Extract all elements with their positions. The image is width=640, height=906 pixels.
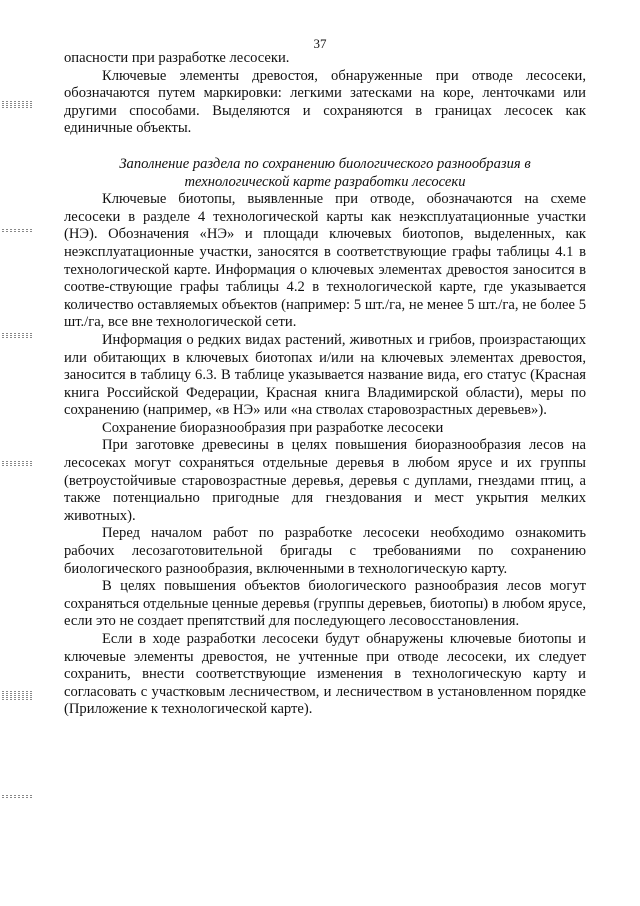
section-heading: Заполнение раздела по сохранению биологического разнообразия в технологической карте разработки лесосеки <box>119 155 531 190</box>
paragraph: опасности при разработке лесосеки. <box>64 50 290 66</box>
paragraph: В целях повышения объектов биологического разнообразия лесов могут сохраняться отдельные ценные деревья (группы деревьев, биотопы) в любом ярусе, если это не создает препятствий для последующего лесовосстановления. <box>64 578 586 630</box>
page-number: 37 <box>313 36 327 51</box>
margin-scan-mark <box>2 100 32 109</box>
paragraph: Перед началом работ по разработке лесосеки необходимо ознакомить рабочих лесозаготовительной бригады с требованиями по сохранению биологического разнообразия, включенными в технологическую карту. <box>64 525 586 577</box>
paragraph: При заготовке древесины в целях повышения биоразнообразия лесов на лесосеках могут сохраняться отдельные деревья в любом ярусе и их группы (ветроустойчивые старовозрастные деревья, деревья с дуплами, гнездами птиц, а также потенциально пригодные для гнездования и мест укрытия мелких животных). <box>64 437 586 524</box>
document-body <box>64 50 586 719</box>
paragraph: Информация о редких видах растений, животных и грибов, произрастающих или обитающих в ключевых биотопах и/или на ключевых элементах древостоя, заносится в таблицу 6.3. В таблице указывается название вида, его статус (Красная книга Российской Федерации, Красная книга Владимирской области), меры по сохранению (например, «в НЭ» или «на стволах старовозрастных деревьев»). <box>64 331 586 419</box>
paragraph: Ключевые биотопы, выявленные при отводе, обозначаются на схеме лесосеки в разделе 4 технологической карты как неэксплуатационные участки (НЭ). Обозначения «НЭ» и площади ключевых биотопов, выделенных, как неэксплуатационные участки, заносятся в соответствующие графы таблицы 4.1 в технологической карте. Информация о ключевых элементах древостоя заносится в соотве-ствующие графы таблицы 4.2 в технологической карте, где указывается количество оставляемых объектов (например: 5 шт./га, не менее 5 шт./га, не более 5 шт./га, все вне технологической сети. <box>64 191 586 331</box>
subsection-title: Сохранение биоразнообразия при разработке лесосеки <box>102 419 444 436</box>
margin-scan-mark <box>2 228 32 233</box>
paragraph: Ключевые элементы древостоя, обнаруженные при отводе лесосеки, обозначаются путем маркировки: легкими затесками на коре, ленточками или другими способами. Выделяются и сохраняются в границах лесосек как единичные объекты. <box>64 67 586 137</box>
margin-scan-mark <box>2 690 32 701</box>
margin-scan-mark <box>2 332 32 339</box>
margin-scan-mark <box>2 460 32 467</box>
paragraph: Если в ходе разработки лесосеки будут обнаружены ключевые биотопы и ключевые элементы древостоя, не учтенные при отводе лесосеки, их следует сохранить, внести соответствующие изменения в технологическую карту и согласовать с участковым лесничеством, и лесничеством в установленном порядке (Приложение к технологической карте). <box>64 631 586 718</box>
margin-scan-mark <box>2 794 32 799</box>
